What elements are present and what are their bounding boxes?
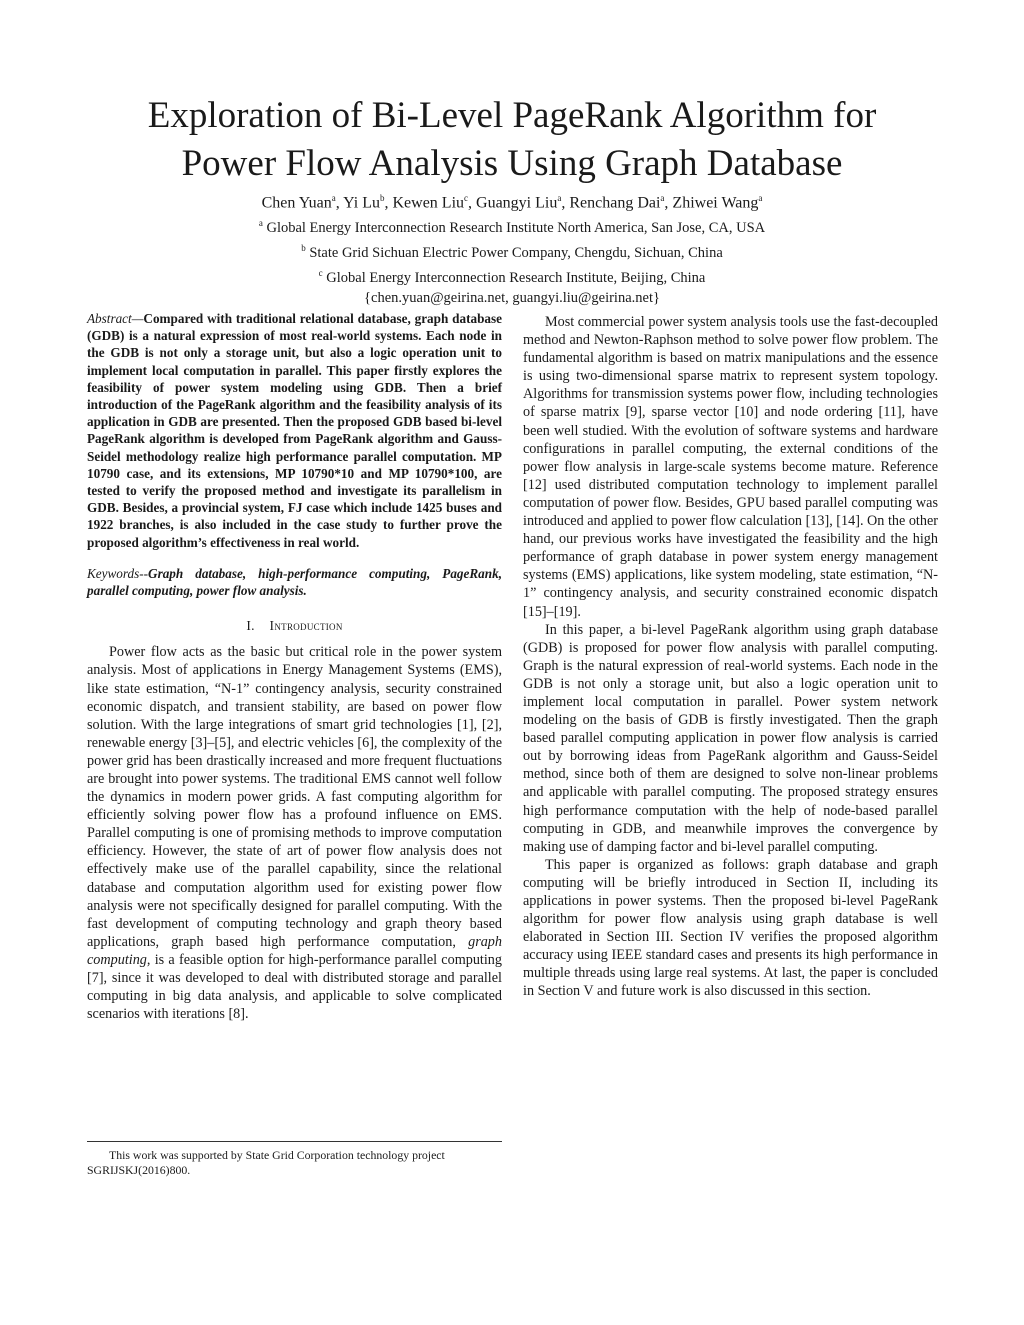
section-heading-introduction [87,617,502,635]
keywords-label: Keywords-- [87,565,149,581]
email-line: {chen.yuan@geirina.net, guangyi.liu@geirina.net} [364,289,660,306]
title-line-1: Exploration of Bi-Level PageRank Algorithm for [147,95,877,136]
author-block [60,188,964,308]
abstract [87,310,502,551]
author-affiliation-mark: c [464,193,469,203]
intro-paragraph-1 [87,643,502,1023]
author-name: Kewen Liu [392,194,465,212]
keywords-text: Graph database, high-performance computing, PageRank, parallel computing, power flow analysis. [87,565,502,599]
abstract-text: Compared with traditional relational database, graph database (GDB) is a natural expression of most real-world systems. Each node in the GDB is not only a storage unit, but also a logic operation unit to implement local computation in parallel. This paper firstly explores the feasibility of power system modeling using GDB. Then a brief introduction of the PageRank algorithm and the feasibility analysis of its application in GDB are presented. Then the proposed GDB based bi-level PageRank algorithm is developed from PageRank algorithm and Gauss-Seidel methodology realize high performance parallel computation. MP 10790 case, and its extensions, MP 10790*10 and MP 10790*100, are tested to verify the proposed method and investigate its parallelism in GDB. Besides, a provincial system, FJ case which include 1425 buses and 1922 branches, is also included in the case study to further prove the proposed algorithm’s effectiveness in real world. [87,311,502,550]
title-line-2: Power Flow Analysis Using Graph Database [181,143,843,184]
affiliation-text: Global Energy Interconnection Research Institute North America, San Jose, CA, USA [266,220,766,237]
keywords [87,565,502,599]
affiliation-mark: a [258,218,263,229]
author-name: Yi Lu [343,194,380,212]
intro-paragraph-3: In this paper, a bi-level PageRank algorithm using graph database (GDB) is proposed for power flow analysis with parallel computing. Graph is the natural expression of real-world systems. Each node in the GDB is not only a storage unit, but also a logic operation unit to implement local computation in parallel. Power system network modeling on the basis of GDB is firstly investigated. Then the graph based parallel computing application in power flow analysis is carried out by borrowing ideas from PageRank algorithm and Gauss-Seidel method, since both of them are designed to solve non-linear problems and applicable with parallel computing. The proposed strategy ensures high performance computation with the help of node-based parallel computing in GDB, and meanwhile improves the convergence by making use of damping factor and bi-level parallel computing. [523,621,938,855]
affiliation-mark: b [301,243,306,254]
left-column [87,310,502,1023]
author-affiliation-mark: a [660,193,665,203]
section-title: Introduction [269,618,343,634]
intro-paragraph-4: This paper is organized as follows: graph database and graph computing will be briefly introduced in Section II, including its applications in power systems. Then the proposed bi-level PageRank algorithm for power flow analysis using graph database is well elaborated in Section III. Section IV verifies the proposed algorithm accuracy using IEEE standard cases and presents its high performance in multiple threads using large real systems. At last, the paper is concluded in Section V and future work is also discussed in this section. [523,856,938,1000]
section-number: I. [246,618,255,634]
affiliation-line [60,238,964,263]
footnote-line-1: This work was supported by State Grid Corporation technology project [109,1148,445,1162]
intro-paragraph-1-part-a: Power flow acts as the basic but critical role in the power system analysis. Most of applications in Energy Management Systems (EMS), like state estimation, “N-1” contingency analysis, security constrained economic dispatch, and transient stability, are based on power flow solution. With the large integrations of smart grid technologies [1], [2], renewable energy [3]–[5], and electric vehicles [6], the complexity of the power grid has been drastically increased and more frequent fluctuations are brought into power systems. The traditional EMS cannot well follow the dynamics in modern power grids. A fast computing algorithm for efficiently solving power flow has a profound influence on EMS. Parallel computing is one of promising methods to improve computation efficiency. However, the state of art of power flow analysis does not effectively make use of the parallel capability, since the relational database and computation algorithm used for existing power flow analysis were not specifically designed for parallel computing. With the fast development of computing technology and graph theory based applications, graph based high performance computation, [87,644,502,950]
intro-paragraph-2: Most commercial power system analysis tools use the fast-decoupled method and Newton-Raphson method to solve power flow problem. The fundamental algorithm is based on matrix manipulations and the essence is using two-dimensional sparse matrix to represent system topology. Algorithms for transmission systems power flow, including technologies of sparse matrix [9], sparse vector [10] and node ordering [11], have been well studied. With the evolution of software systems and hardware configurations in parallel computing, the external conditions of the power flow analysis in large-scale systems become mature. Reference [12] used distributed computation technology to implement parallel computation of power flow. Besides, GPU based parallel computing was introduced and applied to power flow calculation [13], [14]. On the other hand, our previous works have investigated the feasibility and the high performance of graph database in power system energy management systems (EMS) applications, like system modeling, state estimation, “N-1” contingency analysis, and security constrained economic dispatch [15]–[19]. [523,314,938,620]
author-affiliation-mark: b [379,193,385,203]
footnote [87,1141,502,1178]
abstract-label: Abstract— [87,311,144,326]
author-name: Chen Yuan [261,194,332,212]
footnote-line-2: SGRIJSKJ(2016)800. [87,1163,191,1177]
affiliation-text: Global Energy Interconnection Research Institute, Beijing, China [326,269,706,286]
affiliation-line [60,263,964,288]
author-affiliation-mark: a [331,193,336,203]
author-list: Chen Yuan$^a$, Yi Lu$^b$, Kewen Liu$^c$, Guangyi Liu$^a$, Renchang Dai$^a$, Zhiwei Wang$^a$ [261,193,763,212]
author-affiliation-mark: a [557,193,562,203]
intro-paragraph-1-emphasis: graph computing [87,933,502,968]
affiliation-mark: c [318,267,323,278]
author-name: Renchang Dai [569,194,661,212]
affiliation-line [60,213,964,238]
author-affiliation-mark: a [758,193,763,203]
affiliation-text: State Grid Sichuan Electric Power Company, Chengdu, Sichuan, China [309,244,723,261]
right-column [523,313,938,1001]
intro-paragraph-1-part-b: , is a feasible option for high-performance parallel computing [7], since it was developed to deal with distributed storage and parallel computing in big data analysis, and applicable to solve complicated scenarios with iterations [8]. [87,951,502,1023]
author-name: Zhiwei Wang [672,194,759,212]
author-name: Guangyi Liu [476,194,558,212]
paper-title [60,92,964,188]
